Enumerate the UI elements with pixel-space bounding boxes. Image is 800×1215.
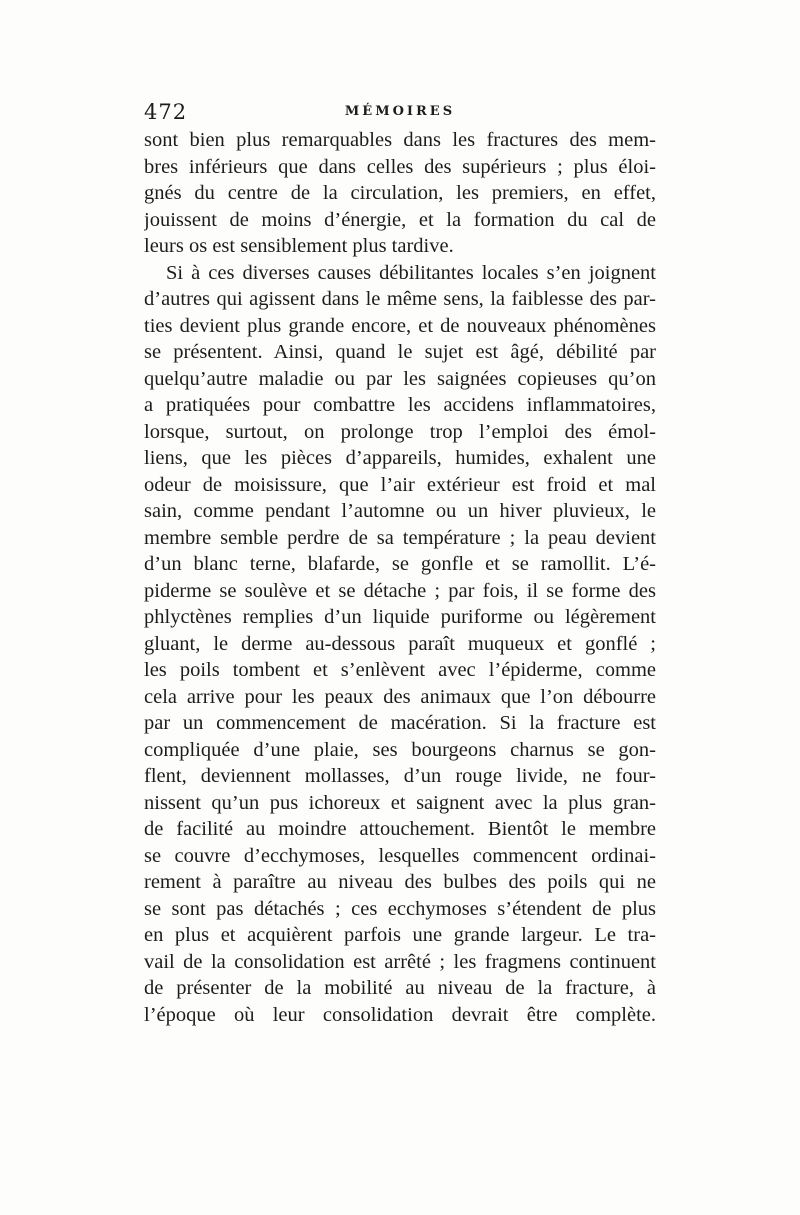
text-line: se présentent. Ainsi, quand le sujet est âgé, débilité par: [144, 341, 656, 363]
text-line: rement à paraître au niveau des bulbes des poils qui ne: [144, 871, 656, 893]
text-line: jouissent de moins d’énergie, et la formation du cal de: [144, 208, 656, 231]
text-line: phlyctènes remplies d’un liquide puriforme ou légèrement: [144, 606, 656, 628]
text-line: bres inférieurs que dans celles des supérieurs ; plus éloi-: [144, 155, 656, 178]
text-line: compliquée d’une plaie, ses bourgeons charnus se gon-: [144, 738, 656, 761]
text-line: se sont pas détachés ; ces ecchymoses s’étendent de plus: [144, 897, 656, 920]
text-line: flent, deviennent mollasses, d’un rouge livide, ne four-: [144, 765, 656, 787]
text-line: liens, que les pièces d’appareils, humides, exhalent une: [144, 447, 656, 469]
text-line: sont bien plus remarquables dans les fractures des mem-: [144, 129, 656, 151]
text-line: sain, comme pendant l’automne ou un hiver pluvieux, le: [144, 500, 656, 522]
text-line: d’autres qui agissent dans le même sens, la faiblesse des par-: [144, 288, 656, 310]
text-line: les poils tombent et s’enlèvent avec l’épiderme, comme: [144, 659, 656, 681]
text-line: nissent qu’un pus ichoreux et saignent avec la plus gran-: [144, 791, 656, 814]
text-line: piderme se soulève et se détache ; par fois, il se forme des: [144, 579, 656, 602]
text-line: par un commencement de macération. Si la fracture est: [144, 712, 656, 734]
text-line: gluant, le derme au-dessous paraît muqueux et gonflé ;: [144, 632, 656, 655]
text-line: se couvre d’ecchymoses, lesquelles commencent ordinai-: [144, 844, 656, 867]
text-line: cela arrive pour les peaux des animaux que l’on débourre: [144, 685, 656, 708]
text-line: quelqu’autre maladie ou par les saignées copieuses qu’on: [144, 367, 656, 390]
page-number: 472: [144, 100, 188, 124]
text-line: l’époque où leur consolidation devrait être complète.: [144, 1003, 656, 1026]
body-text: [144, 127, 656, 1028]
text-line: en plus et acquièrent parfois une grande largeur. Le tra-: [144, 924, 656, 946]
text-line: vail de la consolidation est arrêté ; les fragmens continuent: [144, 950, 656, 973]
running-head: MÉMOIRES: [344, 104, 456, 119]
text-line: d’un blanc terne, blafarde, se gonfle et se ramollit. L’é-: [144, 553, 656, 575]
text-line: odeur de moisissure, que l’air extérieur est froid et mal: [144, 473, 656, 496]
text-line: de présenter de la mobilité au niveau de la fracture, à: [144, 977, 656, 999]
text-line: leurs os est sensiblement plus tardive.: [144, 235, 454, 257]
text-line: membre semble perdre de sa température ; la peau devient: [144, 526, 656, 549]
page-header: [144, 98, 656, 126]
text-line: Si à ces diverses causes débilitantes locales s’en joignent: [166, 261, 656, 284]
text-line: a pratiquées pour combattre les accidens inflammatoires,: [144, 394, 656, 416]
text-line: ties devient plus grande encore, et de nouveaux phénomènes: [144, 314, 656, 337]
text-line: de facilité au moindre attouchement. Bientôt le membre: [144, 818, 656, 840]
text-line: gnés du centre de la circulation, les premiers, en effet,: [144, 182, 656, 204]
text-line: lorsque, surtout, on prolonge trop l’emploi des émol-: [144, 420, 656, 443]
